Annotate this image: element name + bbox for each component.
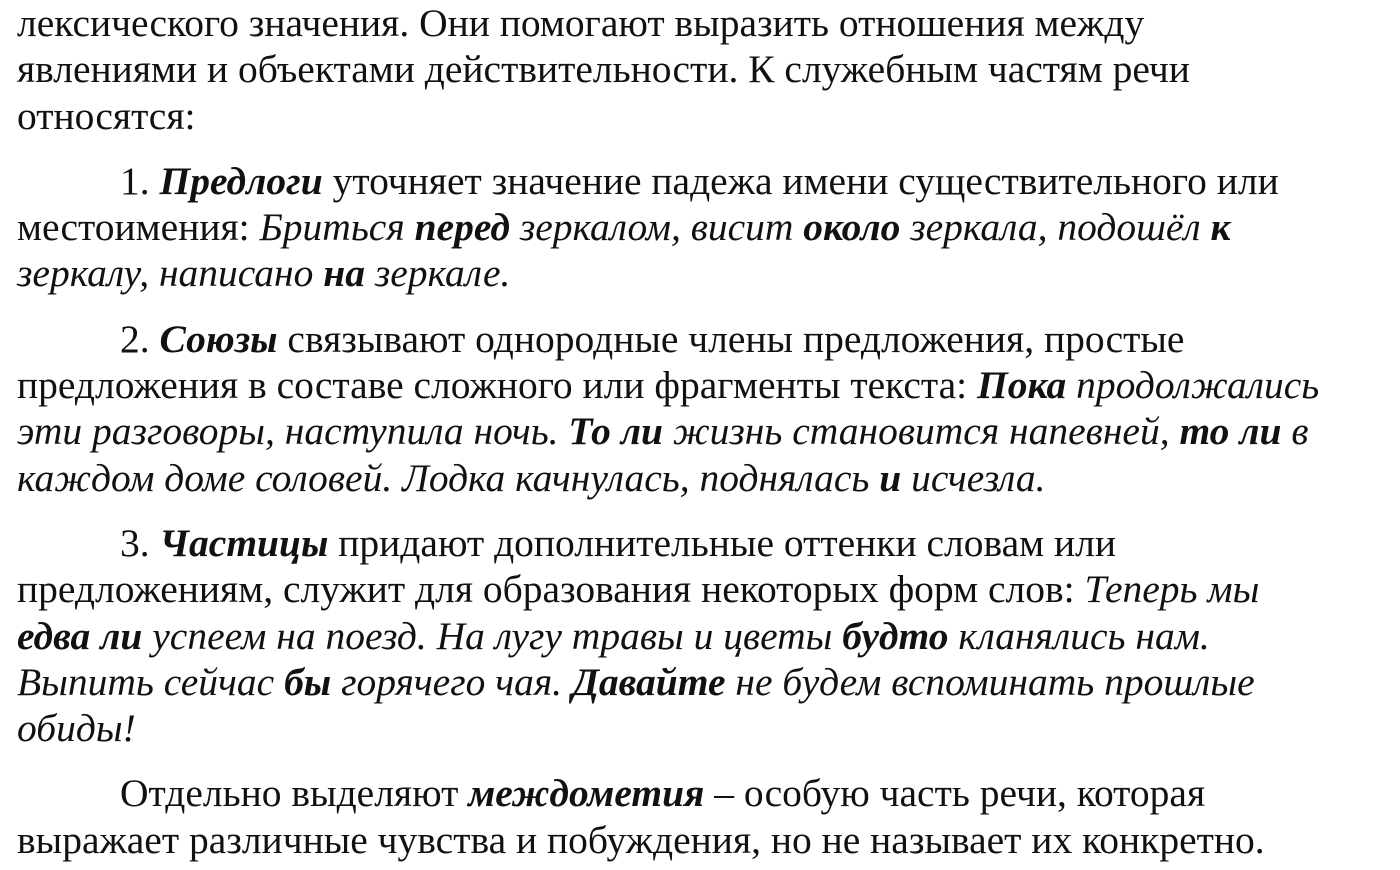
example-highlight: и (879, 455, 902, 500)
term-interjections: междометия (468, 771, 705, 816)
example-text: исчезла. (901, 455, 1046, 500)
item-number: 1. (120, 158, 160, 203)
example-text: обиды! (17, 706, 136, 751)
item-text: предложения в составе сложного или фрагменты текста: (17, 363, 977, 408)
example-text: зеркале. (364, 251, 511, 296)
example-text: успеем на поезд. На лугу травы и цветы (142, 613, 843, 658)
example-highlight: бы (284, 659, 332, 704)
example-highlight: будто (842, 613, 949, 658)
term-particles: Частицы (159, 520, 329, 565)
example-highlight: едва ли (17, 613, 143, 658)
closing-paragraph (17, 770, 1387, 863)
example-highlight: то ли (1179, 409, 1282, 454)
term-prepositions: Предлоги (159, 158, 323, 203)
intro-line-3: относятся: (17, 93, 196, 138)
closing-text: – особую часть речи, которая (704, 771, 1206, 816)
example-text: горячего чая. (331, 659, 572, 704)
example-text: каждом доме соловей. Лодка качнулась, поднялась (17, 455, 880, 500)
example-highlight: на (323, 251, 365, 296)
item-number: 2. (120, 316, 160, 361)
example-text: жизнь становится напевней, (663, 409, 1180, 454)
example-text: эти разговоры, наступила ночь. (17, 409, 569, 454)
intro-line-2: явлениями и объектами действительности. К служебным частям речи (17, 47, 1190, 92)
closing-text: Отдельно выделяют (120, 771, 469, 816)
term-conjunctions: Союзы (159, 316, 278, 361)
example-highlight: То ли (568, 409, 663, 454)
example-highlight: к (1210, 205, 1231, 250)
example-text: кланялись нам. (948, 613, 1210, 658)
list-item-prepositions (17, 158, 1387, 297)
item-text: уточняет значение падежа имени существительного или (322, 158, 1279, 203)
example-text: продолжались (1066, 363, 1320, 408)
list-item-conjunctions (17, 316, 1387, 501)
example-highlight: около (803, 205, 901, 250)
list-item-particles (17, 520, 1387, 751)
example-text: Теперь мы (1084, 567, 1260, 612)
item-text: предложениям, служит для образования некоторых форм слов: (17, 567, 1085, 612)
intro-line-1: лексического значения. Они помогают выразить отношения между (17, 1, 1145, 45)
example-text: зеркалом, висит (509, 205, 804, 250)
example-highlight: перед (414, 205, 510, 250)
example-text: Выпить сейчас (17, 659, 285, 704)
closing-line-2: выражает различные чувства и побуждения, но не называет их конкретно. (17, 817, 1265, 862)
document-body (17, 0, 1387, 863)
example-highlight: Давайте (571, 659, 726, 704)
example-text: не будем вспоминать прошлые (725, 659, 1255, 704)
item-text: местоимения: (17, 205, 260, 250)
example-text: Бриться (259, 205, 415, 250)
item-text: связывают однородные члены предложения, простые (277, 316, 1185, 361)
example-text: зеркалу, написано (17, 251, 324, 296)
example-text: зеркала, подошёл (900, 205, 1211, 250)
example-highlight: Пока (976, 363, 1067, 408)
intro-paragraph (17, 0, 1387, 139)
item-number: 3. (120, 520, 160, 565)
item-text: придают дополнительные оттенки словам или (328, 520, 1117, 565)
example-text: в (1281, 409, 1309, 454)
